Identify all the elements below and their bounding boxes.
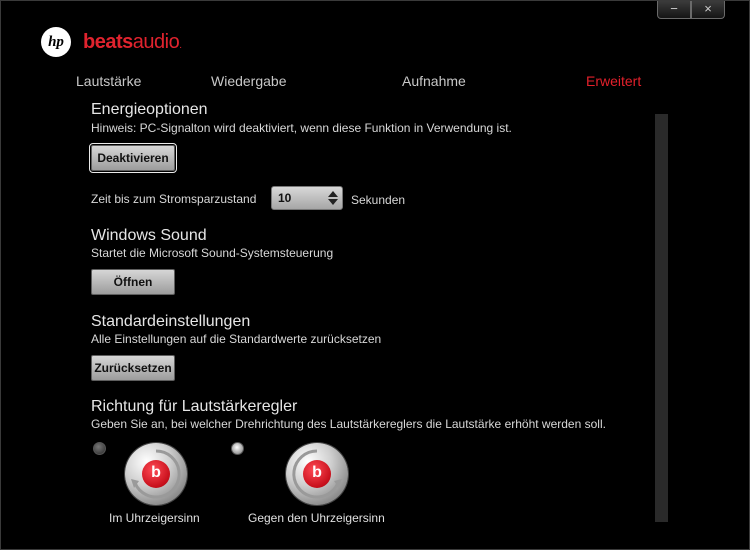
reset-button[interactable]: Zurücksetzen: [91, 355, 175, 381]
tab-wiedergabe[interactable]: Wiedergabe: [211, 73, 287, 89]
section-desc-energy: Hinweis: PC-Signalton wird deaktiviert, wenn diese Funktion in Verwendung ist.: [91, 121, 512, 135]
timeout-label: Zeit bis zum Stromsparzustand: [91, 192, 257, 206]
section-title-direction: Richtung für Lautstärkeregler: [91, 398, 298, 415]
beats-b-icon: b: [142, 460, 170, 488]
timeout-spinner[interactable]: [271, 186, 343, 210]
deactivate-button[interactable]: Deaktivieren: [91, 145, 175, 171]
tab-lautstaerke[interactable]: Lautstärke: [76, 73, 142, 89]
tab-aufnahme[interactable]: Aufnahme: [402, 73, 466, 89]
section-desc-direction: Geben Sie an, bei welcher Drehrichtung des Lautstärkereglers die Lautstärke erhöht werden soll.: [91, 417, 606, 431]
dial-clockwise-icon[interactable]: [125, 443, 187, 505]
open-button[interactable]: Öffnen: [91, 269, 175, 295]
caption-clockwise: Im Uhrzeigersinn: [109, 511, 200, 525]
section-title-defaults: Standardeinstellungen: [91, 313, 251, 330]
tab-erweitert[interactable]: Erweitert: [586, 73, 642, 89]
beats-logo-part1: beats: [83, 31, 133, 53]
section-title-windows-sound: Windows Sound: [91, 227, 207, 244]
beats-logo-dot: .: [179, 40, 182, 51]
dial-counterclockwise-icon[interactable]: [286, 443, 348, 505]
hp-logo: hp: [41, 27, 71, 57]
beats-audio-logo: [83, 31, 181, 54]
timeout-value: 10: [278, 191, 292, 205]
spinner-up-icon[interactable]: [328, 191, 338, 197]
radio-counterclockwise[interactable]: [231, 442, 244, 455]
caption-counterclockwise: Gegen den Uhrzeigersinn: [248, 511, 385, 525]
beats-b-icon: b: [303, 460, 331, 488]
spinner-down-icon[interactable]: [328, 199, 338, 205]
timeout-unit: Sekunden: [351, 193, 406, 207]
section-title-energy: Energieoptionen: [91, 101, 208, 118]
vertical-scrollbar[interactable]: [655, 114, 668, 522]
minimize-button[interactable]: −: [657, 1, 691, 19]
beats-logo-part2: audio: [132, 31, 180, 53]
radio-clockwise[interactable]: [93, 442, 106, 455]
section-desc-defaults: Alle Einstellungen auf die Standardwerte zurücksetzen: [91, 332, 382, 346]
section-desc-windows-sound: Startet die Microsoft Sound-Systemsteuerung: [91, 246, 334, 260]
close-button[interactable]: ×: [691, 1, 725, 19]
